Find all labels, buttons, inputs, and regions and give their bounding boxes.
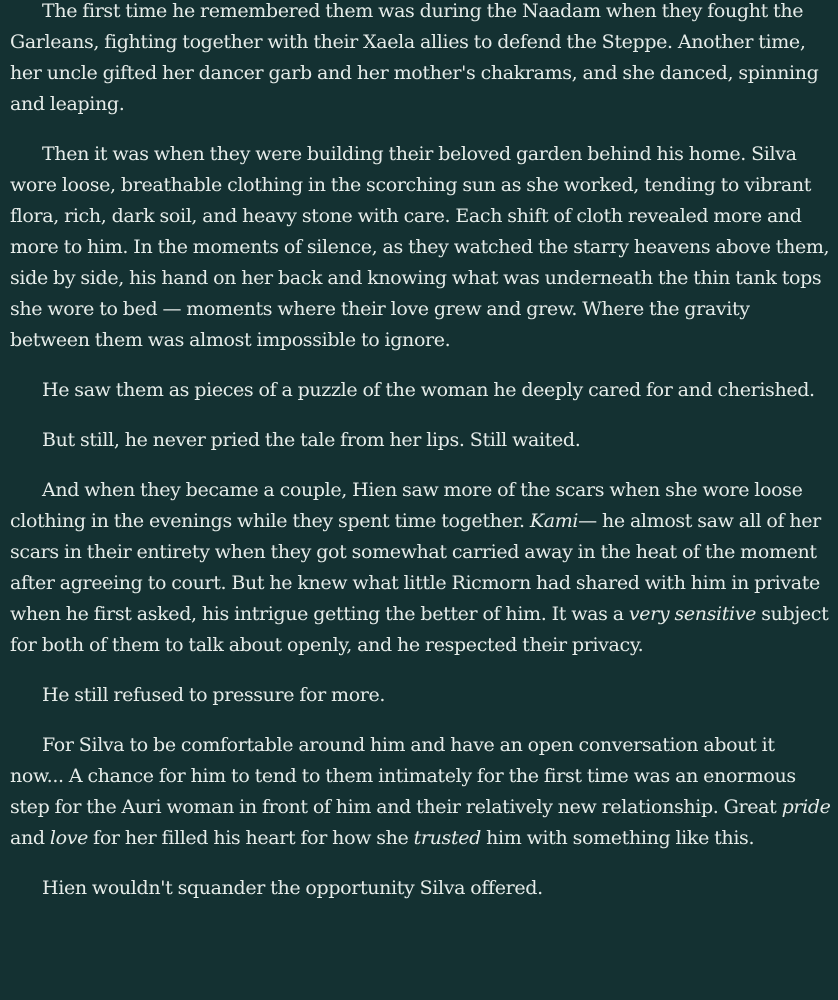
emphasis-text: love: [49, 827, 88, 849]
paragraph-text: And when they became a couple, Hien saw more of the scars when she wore loose clothing in the evenings while they spent time together.: [10, 479, 803, 532]
emphasis-text: pride: [781, 796, 831, 818]
emphasis-text: very sensitive: [628, 603, 757, 625]
paragraph-text: But still, he never pried the tale from her lips. Still waited.: [42, 429, 581, 451]
emphasis-text: Kami: [529, 510, 579, 532]
paragraph-1: [10, 0, 832, 120]
paragraph-text: him with something like this.: [480, 827, 755, 849]
paragraph-text: Then it was when they were building their beloved garden behind his home. Silva wore loose, breathable clothing in the scorching sun as she worked, tending to vibrant flora, rich, dark soil, and heavy stone with care. Each shift of cloth revealed more and more to him. In the moments of silence, as they watched the starry heavens above them, side by side, his hand on her back and knowing what was underneath the thin tank tops she wore to bed — moments where their love grew and grew. Where the gravity between them was almost impossible to ignore.: [10, 143, 830, 351]
paragraph-text: Hien wouldn't squander the opportunity Silva offered.: [42, 877, 543, 899]
paragraph-text: The first time he remembered them was during the Naadam when they fought the Garleans, fighting together with their Xaela allies to defend the Steppe. Another time, her uncle gifted her dancer garb and her mother's chakrams, and she danced, spinning and leaping.: [10, 0, 819, 115]
paragraph-text: For Silva to be comfortable around him and have an open conversation about it now... A chance for him to tend to them intimately for the first time was an enormous step for the Auri woman in front of him and their relatively new relationship. Great: [10, 734, 796, 818]
paragraph-4: [10, 425, 832, 456]
paragraph-text: — he almost saw all of her scars in their entirety when they got somewhat carried away in the heat of the moment after agreeing to court. But he knew what little Ricmorn had shared with him in private when he first asked, his intrigue getting the better of him. It was a: [10, 510, 821, 625]
paragraph-3: [10, 375, 832, 406]
paragraph-text: and: [10, 827, 50, 849]
emphasis-text: trusted: [413, 827, 481, 849]
paragraph-7: [10, 730, 832, 854]
paragraph-6: [10, 680, 832, 711]
paragraph-text: subject for both of them to talk about openly, and he respected their privacy.: [10, 603, 829, 656]
paragraph-text: He saw them as pieces of a puzzle of the woman he deeply cared for and cherished.: [42, 379, 815, 401]
paragraph-2: [10, 139, 832, 356]
paragraph-8: [10, 873, 832, 904]
paragraph-text: for her filled his heart for how she: [87, 827, 414, 849]
paragraph-5: [10, 475, 832, 661]
paragraph-text: He still refused to pressure for more.: [42, 684, 386, 706]
